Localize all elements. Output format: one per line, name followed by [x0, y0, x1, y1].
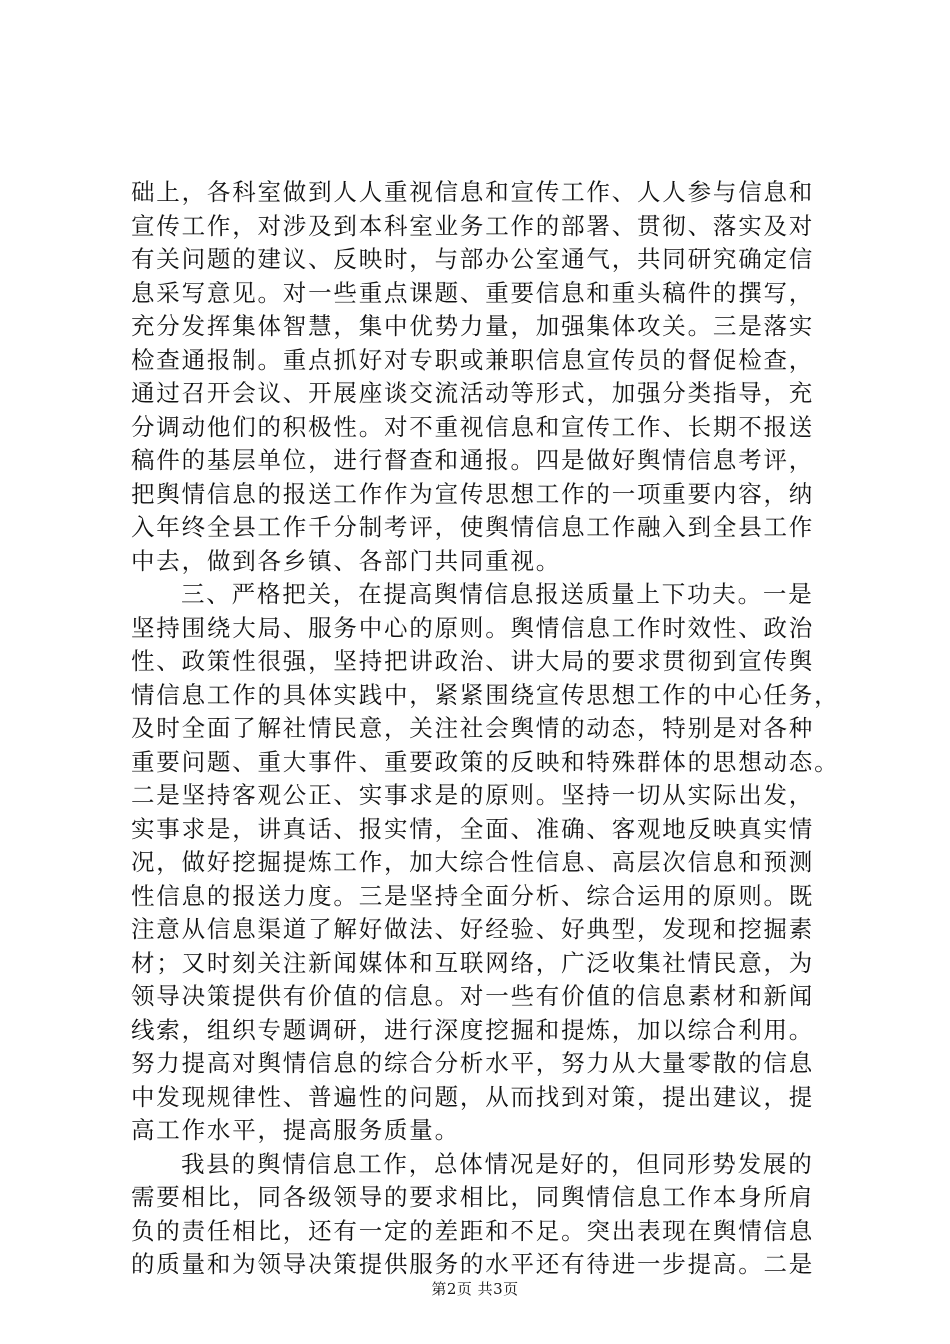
text-line: 检查通报制。重点抓好对专职或兼职信息宣传员的督促检查，: [131, 345, 815, 374]
text-line: 宣传工作，对涉及到本科室业务工作的部署、贯彻、落实及对: [131, 211, 815, 240]
text-line: 础上，各科室做到人人重视信息和宣传工作、人人参与信息和: [131, 178, 815, 206]
text-line: 况，做好挖掘提炼工作，加大综合性信息、高层次信息和预测: [131, 848, 815, 876]
text-line: 注意从信息渠道了解好做法、好经验、好典型，发现和挖掘素: [131, 915, 815, 943]
text-line: 分调动他们的积极性。对不重视信息和宣传工作、长期不报送: [131, 412, 815, 441]
text-line: 息采写意见。对一些重点课题、重要信息和重头稿件的撰写，: [131, 278, 815, 307]
text-line: 三、严格把关，在提高舆情信息报送质量上下功夫。一是: [181, 580, 814, 608]
text-line: 中发现规律性、普遍性的问题，从而找到对策，提出建议，提: [131, 1082, 815, 1111]
text-line: 负的责任相比，还有一定的差距和不足。突出表现在舆情信息: [131, 1216, 815, 1245]
text-line: 通过召开会议、开展座谈交流活动等形式，加强分类指导，充: [131, 379, 815, 407]
text-line: 坚持围绕大局、服务中心的原则。舆情信息工作时效性、政治: [131, 613, 815, 642]
text-line: 我县的舆情信息工作，总体情况是好的，但同形势发展的: [181, 1149, 814, 1178]
text-line: 实事求是，讲真话、报实情，全面、准确、客观地反映真实情: [131, 814, 815, 843]
text-line: 重要问题、重大事件、重要政策的反映和特殊群体的思想动态。: [131, 747, 840, 776]
text-line: 的质量和为领导决策提供服务的水平还有待进一步提高。二是: [131, 1250, 815, 1278]
text-line: 稿件的基层单位，进行督查和通报。四是做好舆情信息考评，: [131, 446, 815, 474]
text-line: 及时全面了解社情民意，关注社会舆情的动态，特别是对各种: [131, 714, 815, 742]
text-line: 性、政策性很强，坚持把讲政治、讲大局的要求贯彻到宣传舆: [131, 647, 815, 675]
body-text: [131, 176, 840, 1282]
text-line: 努力提高对舆情信息的综合分析水平，努力从大量零散的信息: [131, 1049, 815, 1077]
page-number-footer: 第2页 共3页: [431, 1280, 519, 1298]
text-line: 充分发挥集体智慧，集中优势力量，加强集体攻关。三是落实: [131, 312, 815, 340]
text-line: 性信息的报送力度。三是坚持全面分析、综合运用的原则。既: [131, 881, 815, 910]
text-line: 领导决策提供有价值的信息。对一些有价值的信息素材和新闻: [131, 982, 815, 1010]
text-line: 把舆情信息的报送工作作为宣传思想工作的一项重要内容，纳: [131, 479, 815, 508]
text-line: 中去，做到各乡镇、各部门共同重视。: [131, 546, 562, 575]
text-line: 材；又时刻关注新闻媒体和互联网络，广泛收集社情民意，为: [131, 948, 815, 977]
text-line: 高工作水平，提高服务质量。: [131, 1116, 460, 1144]
text-line: 情信息工作的具体实践中，紧紧围绕宣传思想工作的中心任务，: [131, 680, 840, 709]
text-line: 入年终全县工作千分制考评，使舆情信息工作融入到全县工作: [131, 513, 815, 541]
text-line: 需要相比，同各级领导的要求相比，同舆情信息工作本身所肩: [131, 1183, 815, 1211]
text-line: 线索，组织专题调研，进行深度挖掘和提炼，加以综合利用。: [131, 1015, 815, 1044]
text-line: 有关问题的建议、反映时，与部办公室通气，共同研究确定信: [131, 245, 815, 273]
text-line: 二是坚持客观公正、实事求是的原则。坚持一切从实际出发，: [131, 781, 815, 809]
